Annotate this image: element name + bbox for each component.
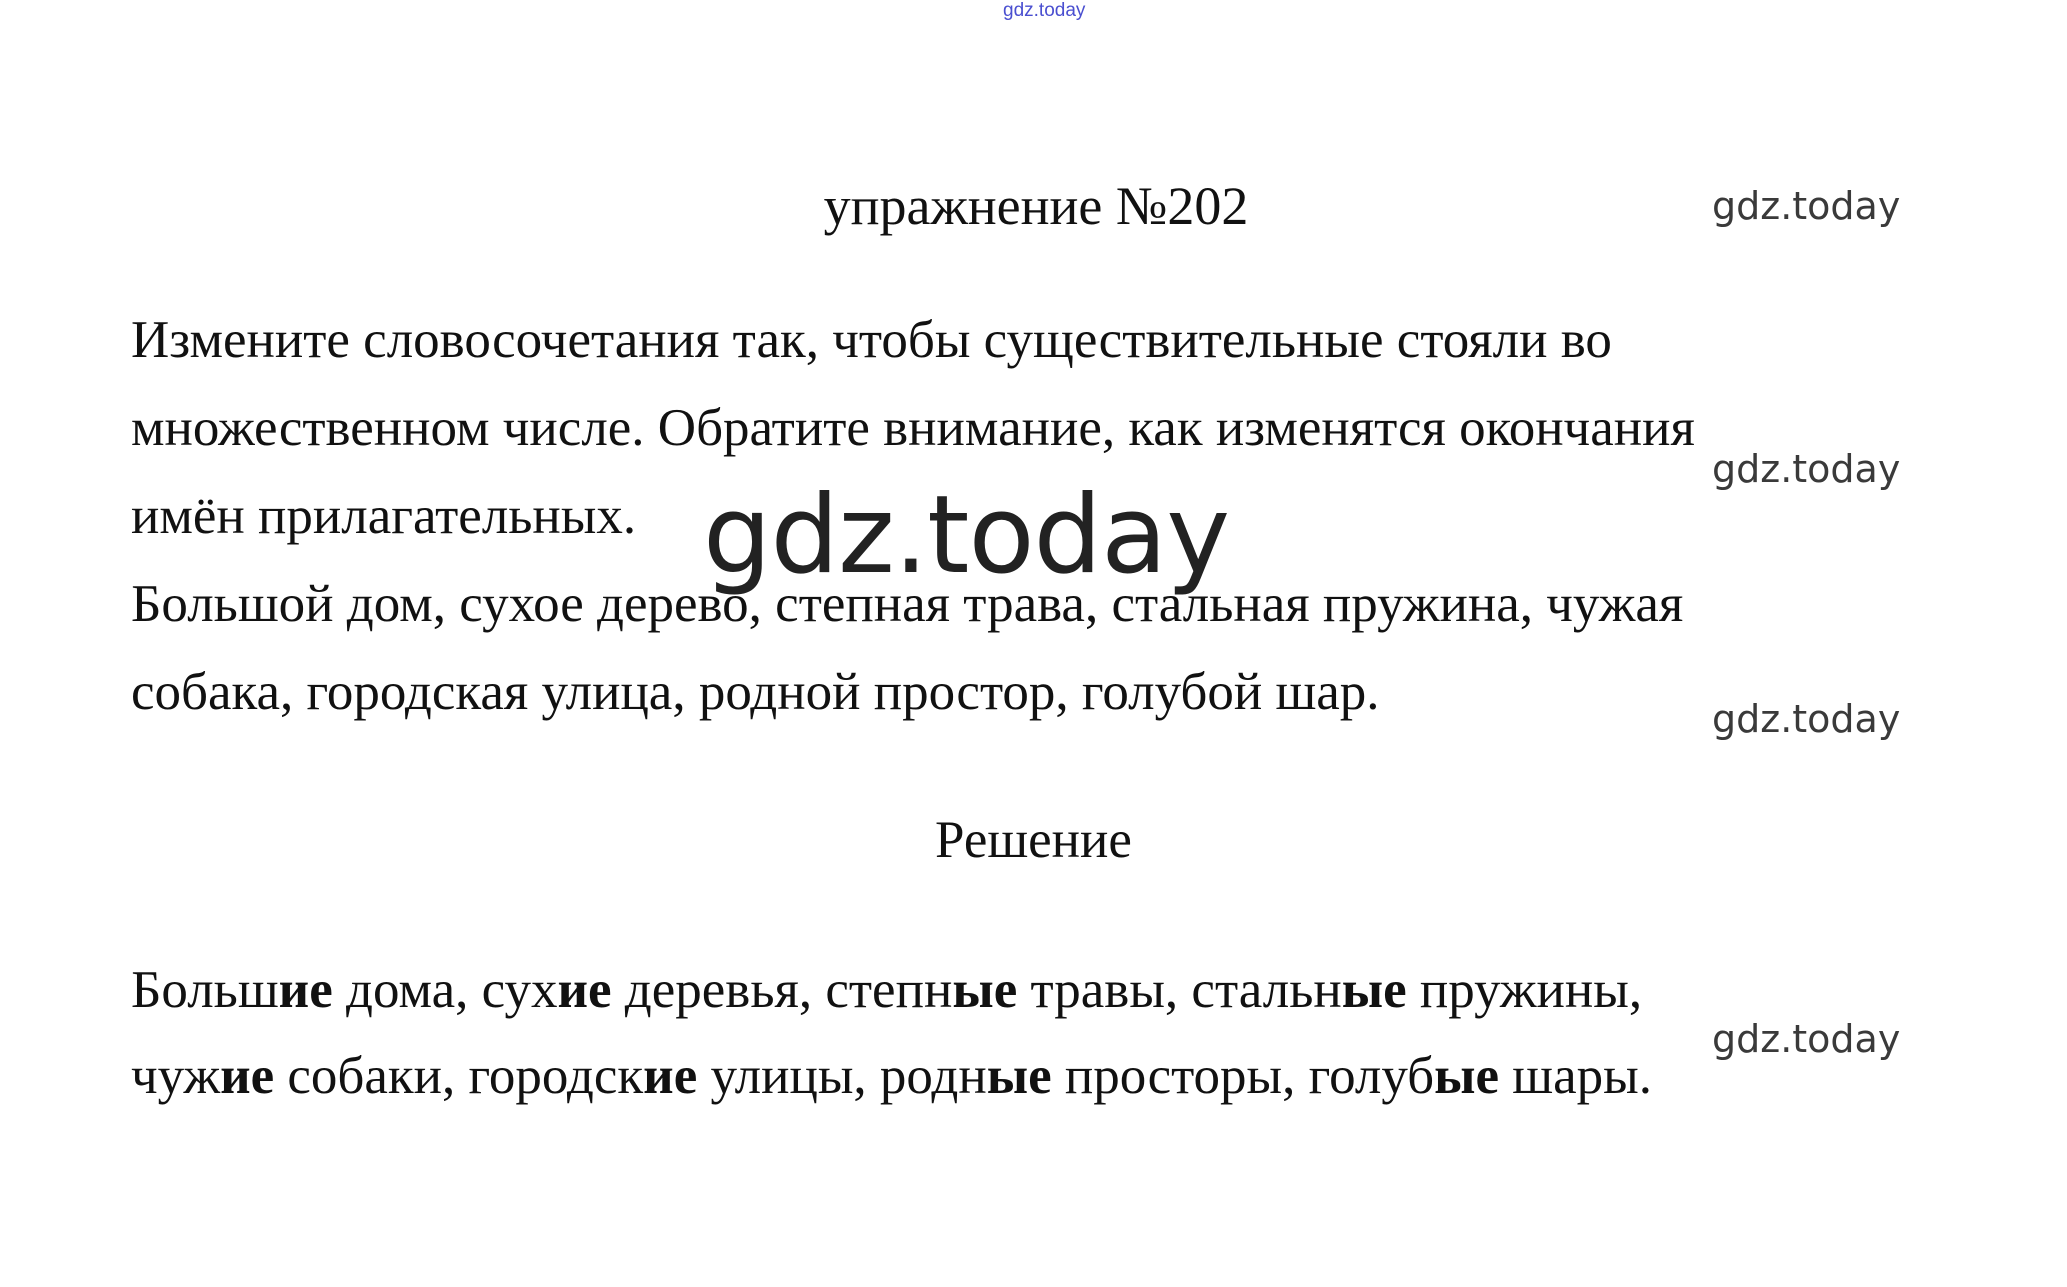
solution-segment: просторы, голуб	[1051, 1047, 1435, 1105]
watermark-4: gdz.today	[1712, 1017, 1901, 1061]
ending-highlight: ие	[643, 1047, 698, 1105]
watermark-1: gdz.today	[1712, 184, 1901, 228]
solution-segment: Больш	[131, 961, 279, 1019]
ending-highlight: ые	[1341, 961, 1407, 1019]
solution-segment: шары.	[1499, 1047, 1652, 1105]
solution-heading: Решение	[935, 811, 1132, 869]
ending-highlight: ые	[986, 1047, 1052, 1105]
ending-highlight: ие	[278, 961, 333, 1019]
task-line-2: множественном числе. Обратите внимание, как изменятся окончания	[131, 399, 1695, 457]
task-line-5: собака, городская улица, родной простор, голубой шар.	[131, 663, 1380, 721]
task-line-3: имён прилагательных.	[131, 487, 637, 545]
task-line-1: Измените словосочетания так, чтобы существительные стояли во	[131, 311, 1612, 369]
solution-segment: дома, сух	[332, 961, 558, 1019]
exercise-title: упражнение №202	[823, 176, 1249, 236]
solution-segment: собаки, городск	[274, 1047, 644, 1105]
solution-segment: травы, стальн	[1017, 961, 1342, 1019]
ending-highlight: ые	[1434, 1047, 1500, 1105]
ending-highlight: ие	[220, 1047, 275, 1105]
task-line-4: Большой дом, сухое дерево, степная трава, стальная пружина, чужая	[131, 575, 1684, 633]
solution-line-2	[131, 1046, 1652, 1106]
watermark-2: gdz.today	[1712, 447, 1901, 491]
ending-highlight: ие	[557, 961, 612, 1019]
solution-segment: чуж	[131, 1047, 221, 1105]
watermark-3: gdz.today	[1712, 697, 1901, 741]
top-watermark: gdz.today	[1003, 0, 1086, 21]
solution-segment: деревья, степн	[611, 961, 953, 1019]
watermark-large: gdz.today	[703, 473, 1230, 598]
solution-segment: улицы, родн	[697, 1047, 987, 1105]
solution-line-1	[131, 960, 1642, 1020]
solution-segment: пружины,	[1406, 961, 1643, 1019]
ending-highlight: ые	[952, 961, 1018, 1019]
